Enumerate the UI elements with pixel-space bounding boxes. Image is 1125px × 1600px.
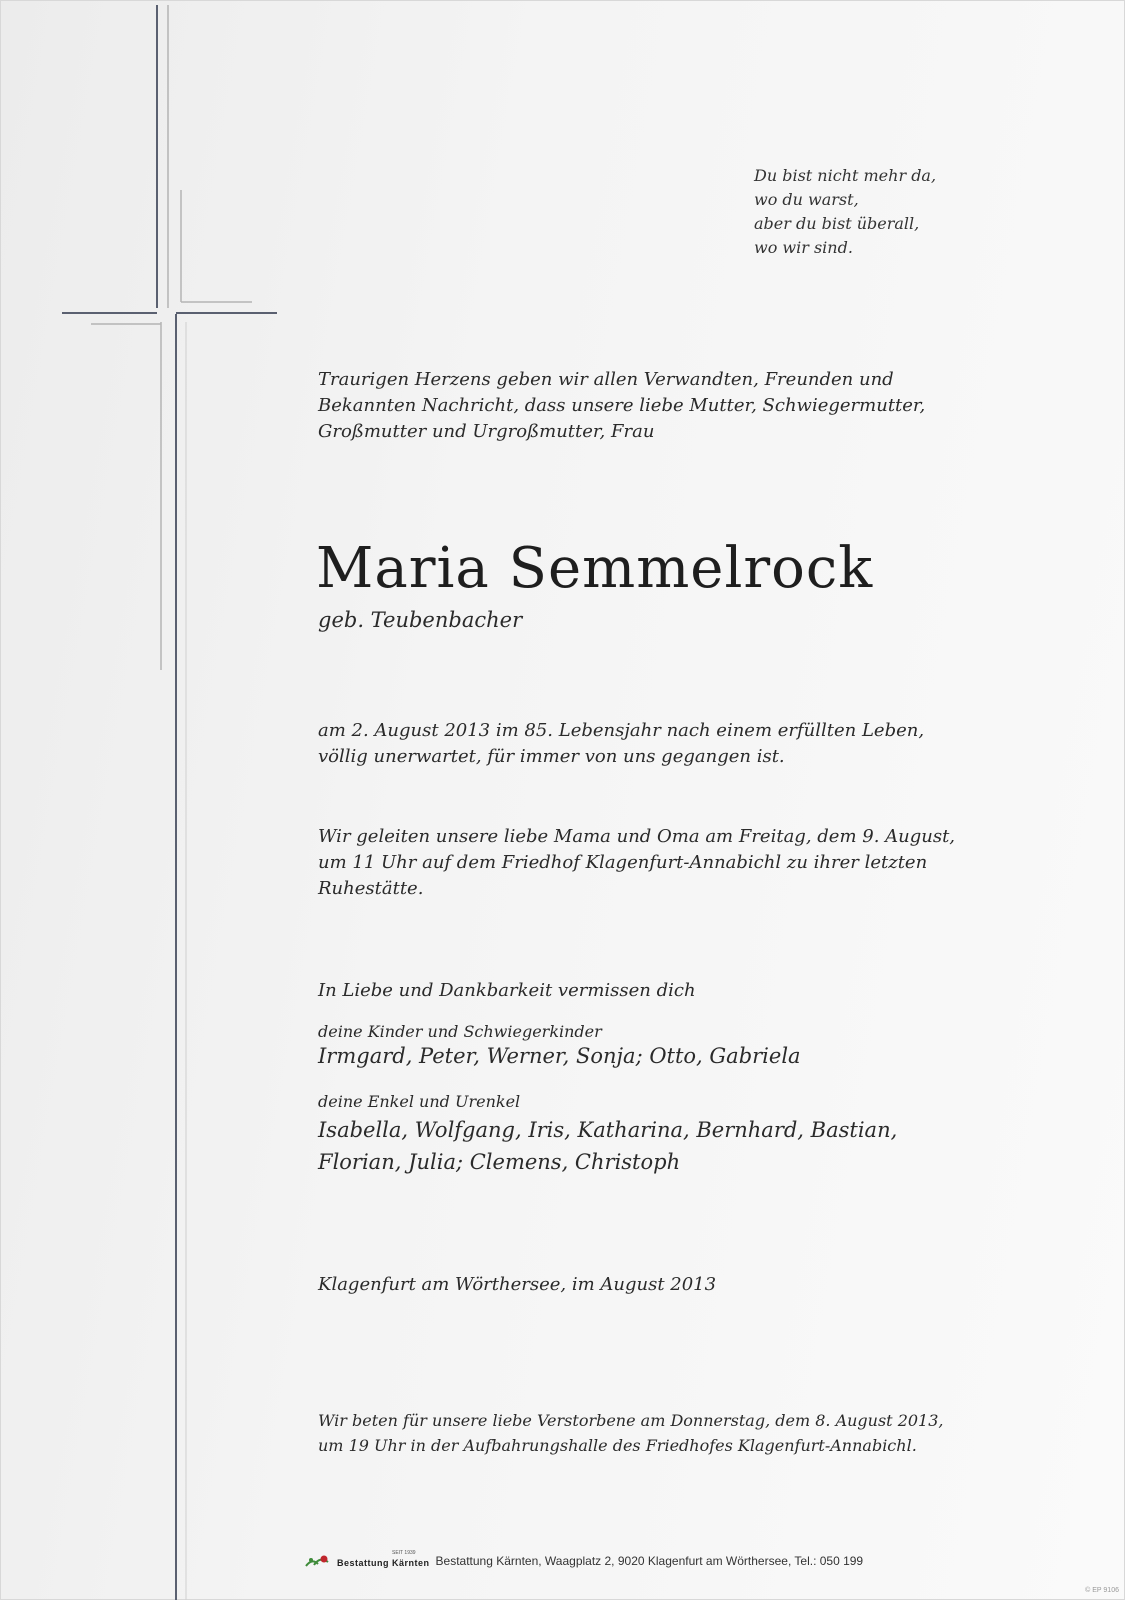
footer <box>304 1554 863 1568</box>
grandchildren-names <box>318 1114 1008 1178</box>
mourners-intro: In Liebe und Dankbarkeit vermissen dich <box>318 980 696 1001</box>
announcement-intro <box>318 367 1018 445</box>
children-names: Irmgard, Peter, Werner, Sonja; Otto, Gabriela <box>318 1044 801 1068</box>
quote-line: wo wir sind. <box>754 238 853 257</box>
intro-line: Traurigen Herzens geben wir allen Verwandten, Freunden und <box>318 369 894 390</box>
logo-wordmark: Bestattung Kärnten <box>337 1558 430 1568</box>
grandchildren-label: deine Enkel und Urenkel <box>318 1092 521 1111</box>
cross-icon <box>0 0 300 1600</box>
footer-address: Bestattung Kärnten, Waagplatz 2, 9020 Klagenfurt am Wörthersee, Tel.: 050 199 <box>435 1554 864 1568</box>
intro-line: Bekannten Nachricht, dass unsere liebe Mutter, Schwiegermutter, <box>318 395 926 416</box>
logo-tagline: SEIT 1939 <box>392 1550 416 1556</box>
funeral-line: Wir geleiten unsere liebe Mama und Oma am Freitag, dem 9. August, <box>318 826 956 847</box>
grandchildren-line: Isabella, Wolfgang, Iris, Katharina, Bernhard, Bastian, <box>318 1118 898 1142</box>
passing-paragraph <box>318 718 1038 770</box>
children-label: deine Kinder und Schwiegerkinder <box>318 1022 602 1041</box>
place-date: Klagenfurt am Wörthersee, im August 2013 <box>318 1274 717 1295</box>
passing-line: am 2. August 2013 im 85. Lebensjahr nach einem erfüllten Leben, <box>318 720 925 741</box>
funeral-line: um 11 Uhr auf dem Friedhof Klagenfurt-Annabichl zu ihrer letzten <box>318 852 928 873</box>
flower-icon <box>304 1554 334 1568</box>
deceased-name: Maria Semmelrock <box>316 536 874 601</box>
quote-line: aber du bist überall, <box>754 214 920 233</box>
quote-line: Du bist nicht mehr da, <box>754 166 937 185</box>
funeral-paragraph <box>318 824 1038 902</box>
funeral-line: Ruhestätte. <box>318 878 424 899</box>
prayer-paragraph <box>318 1408 1038 1458</box>
prayer-line: um 19 Uhr in der Aufbahrungshalle des Friedhofes Klagenfurt-Annabichl. <box>318 1436 917 1455</box>
company-logo <box>304 1554 430 1568</box>
epigraph-quote <box>754 164 936 260</box>
intro-line: Großmutter und Urgroßmutter, Frau <box>318 421 655 442</box>
prayer-line: Wir beten für unsere liebe Verstorbene am Donnerstag, dem 8. August 2013, <box>318 1411 944 1430</box>
quote-line: wo du warst, <box>754 190 859 209</box>
document-code: © EP 9106 <box>1085 1587 1119 1594</box>
passing-line: völlig unerwartet, für immer von uns gegangen ist. <box>318 746 785 767</box>
grandchildren-line: Florian, Julia; Clemens, Christoph <box>318 1150 681 1174</box>
maiden-name: geb. Teubenbacher <box>318 608 523 632</box>
